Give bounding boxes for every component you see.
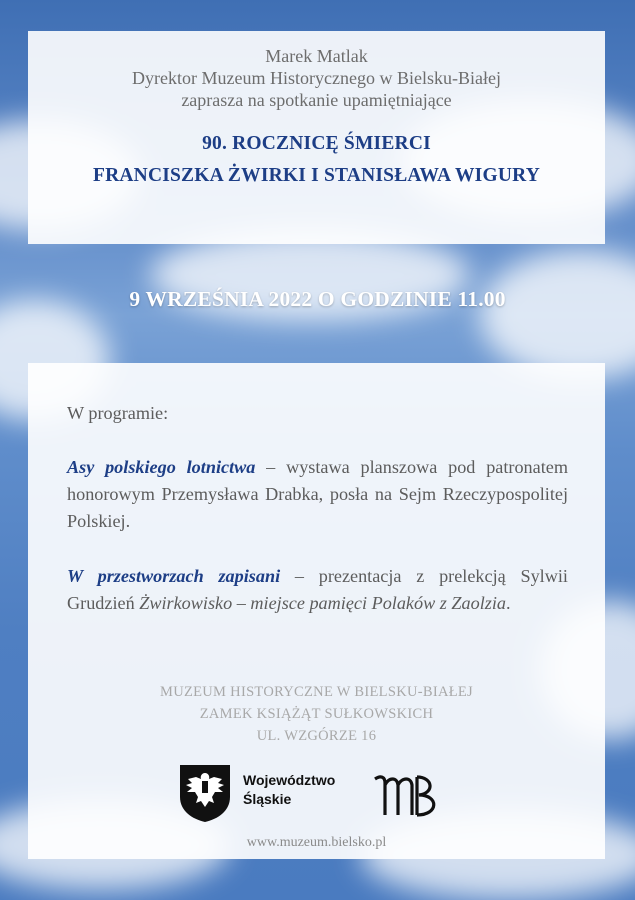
headline-anniversary: 90. ROCZNICĘ ŚMIERCI (202, 133, 431, 154)
region-name-line1: Województwo (243, 772, 336, 788)
program-item-presentation (67, 563, 568, 617)
program-item-exhibition (67, 454, 568, 535)
program-label: W programie: (67, 403, 169, 423)
region-name-line2: Śląskie (243, 791, 292, 807)
exhibition-description: – wystawa planszowa pod patronatem honorowym Przemysława Drabka, posła na Sejm Rzeczypospolitej Polskiej. (67, 457, 568, 531)
museum-website-link[interactable]: www.muzeum.bielsko.pl (246, 835, 387, 850)
invitation-text: zaprasza na spotkanie upamiętniające (181, 90, 452, 110)
exhibition-title: Asy polskiego lotnictwa (67, 457, 256, 477)
region-name (243, 771, 335, 809)
presentation-end: . (505, 593, 511, 613)
museum-monogram-logo (371, 769, 451, 821)
invitation-header-panel (28, 31, 605, 244)
street-address: UL. WZGÓRZE 16 (256, 728, 377, 744)
presentation-description: – prezentacja z prelekcją Sylwii Grudzień (67, 566, 568, 613)
host-name: Marek Matlak (265, 46, 368, 66)
eagle-crest-icon (178, 763, 232, 823)
castle-name: ZAMEK KSIĄŻĄT SUŁKOWSKICH (199, 706, 434, 722)
logos-row (28, 763, 605, 833)
program-panel (28, 363, 605, 859)
headline-names: FRANCISZKA ŻWIRKI I STANISŁAWA WIGURY (92, 165, 541, 186)
event-date: 9 WRZEŚNIA 2022 O GODZINIE 11.00 (129, 287, 506, 311)
museum-address (28, 681, 605, 747)
host-title: Dyrektor Muzeum Historycznego w Bielsku-Białej (132, 68, 501, 88)
lecture-title: Żwirkowisko – miejsce pamięci Polaków z Zaolzia (139, 593, 506, 613)
presentation-title: W przestworzach zapisani (67, 566, 281, 586)
museum-name: MUZEUM HISTORYCZNE W BIELSKU-BIAŁEJ (160, 684, 473, 700)
